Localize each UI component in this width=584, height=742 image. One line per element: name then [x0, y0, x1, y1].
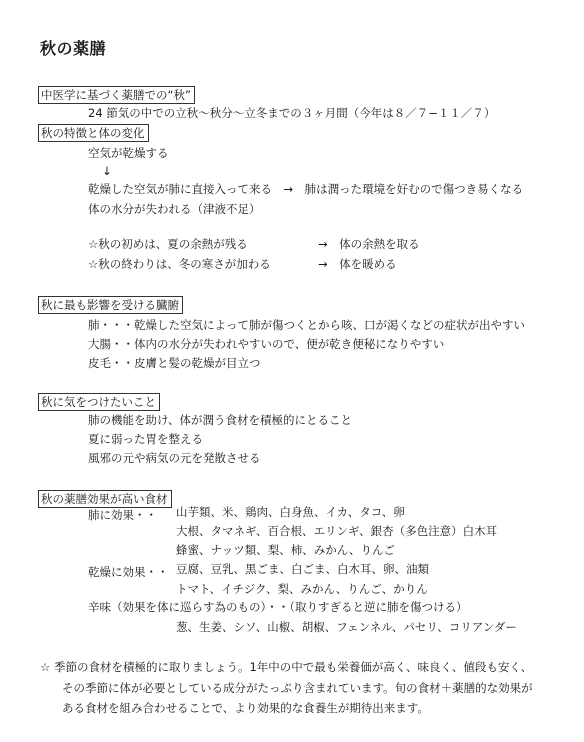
footer-line-1: ☆ 季節の食材を積極的に取りましょう。1年中の中で最も栄養価が高く、味良く、値段も安く、 — [40, 660, 533, 674]
organ-skin-text: 皮毛・・皮膚と髪の乾燥が目立つ — [88, 356, 261, 370]
lung-effect-text: 乾燥した空気が肺に直接入って来る → 肺は潤った環境を好むので傷つき易くなる — [88, 182, 524, 196]
organ-lung-text: 肺・・・乾燥した空気によって肺が傷つくとから咳、口が渇くなどの症状が出やすい — [88, 318, 525, 332]
pungent-foods: 葱、生姜、シソ、山椒、胡椒、フェンネル、パセリ、コリアンダー — [176, 620, 517, 634]
section-heading-organs: 秋に最も影響を受ける臓腑 — [38, 296, 183, 314]
section-heading-autumn-definition: 中医学に基づく薬膳での“秋” — [38, 86, 195, 104]
footer-line-2: その季節に体が必要としている成分がたっぷり含まれています。旬の食材＋薬膳的な効果が — [62, 681, 533, 695]
page-title: 秋の薬膳 — [40, 39, 107, 58]
lung-foods-1: 山芋類、米、鶏肉、白身魚、イカ、タコ、卵 — [176, 505, 405, 519]
section-heading-cautions: 秋に気をつけたいこと — [38, 393, 160, 411]
fluid-loss-text: 体の水分が失われる（津液不足） — [88, 202, 261, 216]
caution-3-text: 風邪の元や病気の元を発散させる — [88, 451, 261, 465]
dry-foods-1: 豆腐、豆乳、黒ごま、白ごま、白木耳、卵、油類 — [176, 562, 429, 576]
dry-foods-2: トマト、イチジク、梨、みかん、りんご、かりん — [176, 582, 428, 596]
organ-intestine-text: 大腸・・体内の水分が失われやすいので、便が乾き便秘になりやすい — [88, 337, 445, 351]
caution-2-text: 夏に弱った胃を整える — [88, 432, 203, 446]
autumn-period-text: 24 節気の中での立秋～秋分～立冬までの３ヶ月間（今年は８／７−１１／７） — [88, 106, 496, 120]
section-heading-foods: 秋の薬膳効果が高い食材 — [38, 490, 172, 508]
caution-1-text: 肺の機能を助け、体が潤う食材を積極的にとること — [88, 413, 353, 427]
late-autumn-text: ☆秋の終わりは、冬の寒さが加わる — [88, 257, 271, 271]
dry-foods-label: 乾燥に効果・・ — [88, 565, 169, 579]
lung-foods-label: 肺に効果・・ — [88, 508, 157, 522]
pungent-label: 辛味（効果を体に巡らす為のもの）・・（取りすぎると逆に肺を傷つける） — [88, 600, 468, 614]
down-arrow-icon: ↓ — [102, 164, 112, 178]
dry-air-text: 空気が乾燥する — [88, 146, 169, 160]
late-autumn-remedy: → 体を暖める — [318, 257, 397, 271]
early-autumn-remedy: → 体の余熱を取る — [318, 237, 420, 251]
lung-foods-2: 大根、タマネギ、百合根、エリンギ、銀杏（多色注意）白木耳 — [176, 524, 498, 538]
footer-line-3: ある食材を組み合わせることで、より効果的な食養生が期待出来ます。 — [62, 701, 429, 715]
lung-foods-3: 蜂蜜、ナッツ類、梨、柿、みかん、りんご — [176, 543, 395, 557]
section-heading-characteristics: 秋の特徴と体の変化 — [38, 124, 149, 142]
early-autumn-text: ☆秋の初めは、夏の余熱が残る — [88, 237, 248, 251]
